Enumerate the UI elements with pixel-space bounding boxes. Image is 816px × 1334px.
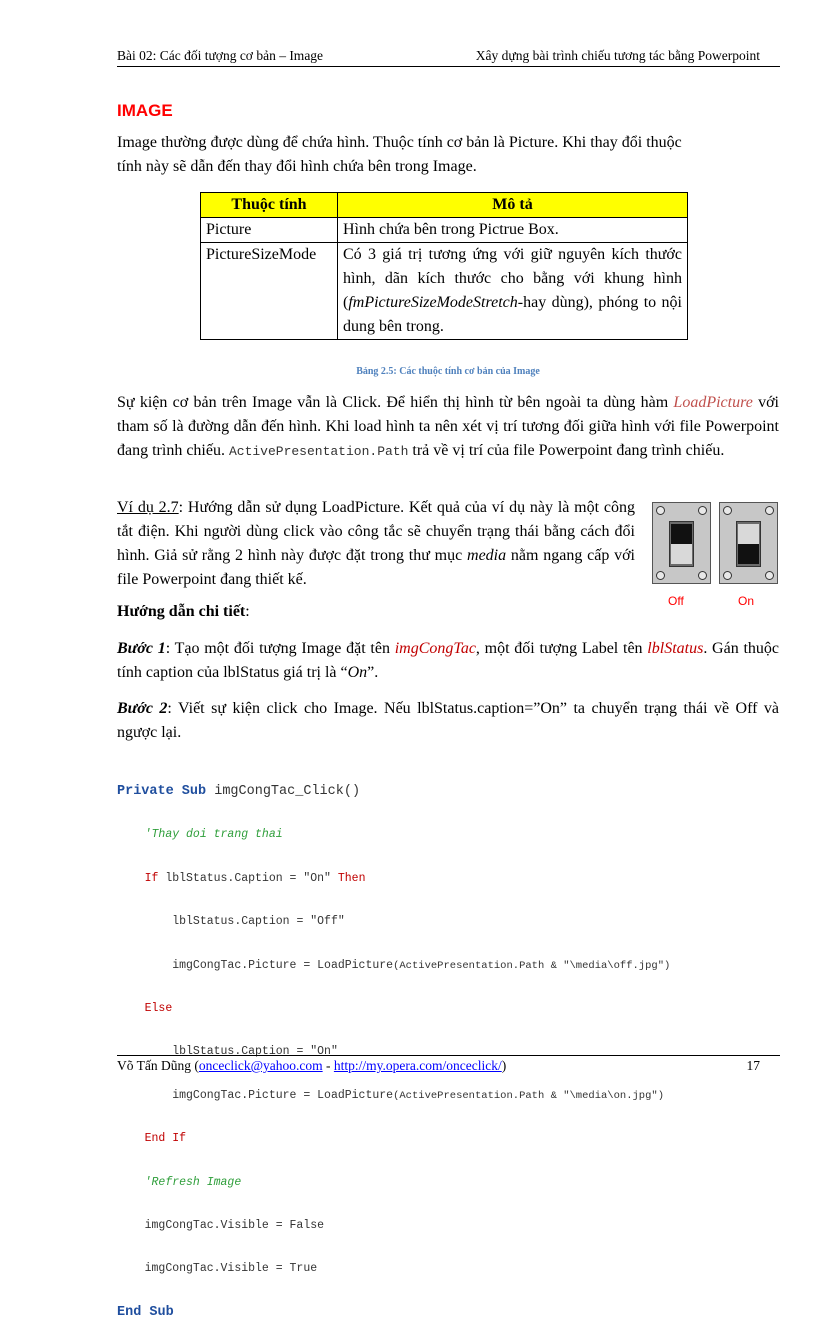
code-line: End Sub: [117, 1304, 174, 1320]
table-header-row: [201, 193, 688, 218]
guide-heading: Hướng dẫn chi tiết:: [117, 603, 250, 620]
switch-face: [738, 524, 759, 544]
website-link[interactable]: http://my.opera.com/onceclick/: [333, 1058, 502, 1073]
example-paragraph: Ví dụ 2.7: Hướng dẫn sử dụng LoadPicture. Kết quả của ví dụ này là một công tắt điện. Khi người dùng click vào công tắc sẽ chuyển trạng thái bằng cách đổi hình. Giả sử rằng 2 hình này được đặt trong thư mục media nằm ngang cấp với file Powerpoint đang thiết kế.: [117, 499, 636, 588]
table-row: [201, 243, 688, 340]
code-line: If lblStatus.Caption = "On" Then: [144, 871, 366, 885]
email-link[interactable]: onceclick@yahoo.com: [198, 1058, 323, 1073]
table-cell-property: Picture: [201, 218, 338, 243]
code-block: [117, 757, 670, 1334]
code-line: 'Thay doi trang thai: [144, 828, 283, 842]
img-name: imgCongTac: [394, 640, 476, 657]
code-line: Else: [144, 1001, 173, 1015]
intro-line-2: tính này sẽ dẫn đến thay đổi hình chứa bên trong Image.: [117, 158, 477, 175]
screw-icon: [723, 506, 732, 515]
table-cell-description: Có 3 giá trị tương ứng với giữ nguyên kích thước hình, dãn kích thước cho bằng với khung hình (fmPictureSizeModeStretch-hay dùng), phóng to nội dung bên trong.: [338, 243, 688, 340]
screw-icon: [765, 506, 774, 515]
switch-slot: [736, 521, 761, 567]
step-1-label: Bước 1: [117, 640, 166, 657]
event-paragraph: Sự kiện cơ bản trên Image vẫn là Click. Để hiển thị hình từ bên ngoài ta dùng hàm LoadPicture với tham số là đường dẫn đến hình. Khi load hình ta nên xét vị trí tương đối giữa hình với file Powerpoint đang trình chiếu. ActivePresentation.Path trả về vị trí của file Powerpoint đang trình chiếu.: [117, 394, 780, 459]
step-2-label: Bước 2: [117, 700, 168, 717]
code-line: imgCongTac.Visible = True: [144, 1262, 318, 1276]
code-line: lblStatus.Caption = "On": [172, 1045, 338, 1059]
table-caption: Bảng 2.5: Các thuộc tính cơ bản của Image: [356, 366, 540, 377]
step-1-paragraph: Bước 1: Tạo một đối tượng Image đặt tên imgCongTac, một đối tượng Label tên lblStatus. Gán thuộc tính caption của lblStatus giá trị là “On”.: [117, 640, 780, 681]
step-2-paragraph: Bước 2: Viết sự kiện click cho Image. Nếu lblStatus.caption=”On” ta chuyển trạng thái về Off và ngược lại.: [117, 700, 780, 741]
inline-code: ActivePresentation.Path: [228, 444, 409, 459]
screw-icon: [656, 571, 665, 580]
table-header-description: Mô tả: [338, 193, 688, 218]
code-line: End If: [144, 1132, 187, 1146]
switch-face: [671, 544, 692, 564]
table-cell-description: Hình chứa bên trong Pictrue Box.: [338, 218, 688, 243]
page-number: 17: [746, 1058, 760, 1073]
screw-icon: [765, 571, 774, 580]
loadpicture-term: LoadPicture: [673, 394, 753, 411]
switch-lever: [738, 544, 759, 564]
code-line: imgCongTac.Picture = LoadPicture(ActivePresentation.Path & "\media\on.jpg"): [172, 1088, 665, 1102]
screw-icon: [698, 506, 707, 515]
switch-lever: [671, 524, 692, 544]
code-line: imgCongTac.Picture = LoadPicture(ActivePresentation.Path & "\media\off.jpg"): [172, 958, 671, 972]
table-header-property: Thuộc tính: [201, 193, 338, 218]
table-cell-property: PictureSizeMode: [201, 243, 338, 340]
switch-off-label: Off: [668, 594, 684, 608]
example-label: Ví dụ 2.7: [117, 499, 179, 516]
intro-line-1: Image thường được dùng để chứa hình. Thuộc tính cơ bản là Picture. Khi thay đổi thuộc: [117, 134, 682, 151]
switch-on-image: [719, 502, 778, 584]
code-line: lblStatus.Caption = "Off": [172, 915, 345, 929]
properties-table: [200, 192, 688, 340]
screw-icon: [698, 571, 707, 580]
intro-paragraph: [117, 131, 779, 179]
header-left: Bài 02: Các đối tượng cơ bản – Image: [117, 48, 324, 63]
switch-slot: [669, 521, 694, 567]
code-line: imgCongTac.Visible = False: [144, 1218, 325, 1232]
label-name: lblStatus: [647, 640, 704, 657]
code-line: Private Sub imgCongTac_Click(): [117, 784, 361, 799]
page-footer: Võ Tấn Dũng (onceclick@yahoo.com - http://my.opera.com/onceclick/) 17: [117, 1055, 780, 1074]
table-row: [201, 218, 688, 243]
screw-icon: [723, 571, 732, 580]
page-header: [117, 48, 780, 67]
header-right: Xây dựng bài trình chiếu tương tác bằng Powerpoint: [475, 48, 760, 63]
switch-off-image: [652, 502, 711, 584]
switch-on-label: On: [738, 594, 755, 608]
code-line: 'Refresh Image: [144, 1175, 242, 1189]
section-title: IMAGE: [117, 101, 173, 120]
screw-icon: [656, 506, 665, 515]
